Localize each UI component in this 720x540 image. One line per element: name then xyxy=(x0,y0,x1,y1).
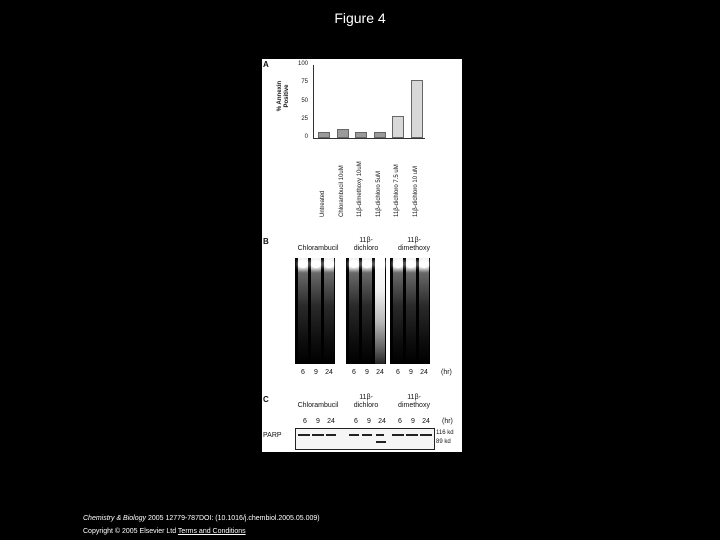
panel-b-lane-label: 6 xyxy=(352,369,356,376)
bar-1 xyxy=(337,129,349,138)
panel-a-ylabel-line2: Positive xyxy=(284,84,290,108)
figure-panel xyxy=(262,59,462,452)
blot-band xyxy=(376,441,386,443)
gel-well xyxy=(298,260,308,268)
panel-c-lane-label: 24 xyxy=(327,418,335,425)
panel-b-group-1 xyxy=(344,237,388,253)
panel-b-group-0 xyxy=(286,237,350,253)
panel-c-group-line2: dimethoxy xyxy=(398,402,430,409)
panel-b-group-2 xyxy=(392,237,436,253)
parp-label: PARP xyxy=(263,432,282,439)
panel-c-lane-label: 9 xyxy=(316,418,320,425)
bar-0 xyxy=(318,132,330,138)
panel-a-ylabel xyxy=(277,68,291,124)
panel-b-lane-label: 6 xyxy=(301,369,305,376)
panel-b-group-line1: 11β- xyxy=(407,237,421,244)
gel-well xyxy=(324,260,334,268)
panel-c-group-2 xyxy=(392,394,436,410)
x-tick-label: 11β-dichloro 7.5 uM xyxy=(394,164,400,217)
panel-a-ytick: 25 xyxy=(301,115,308,122)
gel-lane xyxy=(349,258,359,364)
blot-band xyxy=(312,434,324,436)
gel-0 xyxy=(295,258,335,364)
panel-c-lane-label: 24 xyxy=(422,418,430,425)
gel-lane xyxy=(298,258,308,364)
gel-well xyxy=(419,260,429,268)
mw-116: 116 kd xyxy=(436,430,454,436)
gel-well xyxy=(375,260,385,268)
copyright xyxy=(83,528,246,535)
mw-89: 89 kd xyxy=(436,439,451,445)
panel-c-label: C xyxy=(263,395,269,404)
page-title: Figure 4 xyxy=(334,10,386,26)
panel-c-group-line1 xyxy=(286,394,350,402)
panel-b-lane-label: 9 xyxy=(314,369,318,376)
panel-c-lane-label: 6 xyxy=(303,418,307,425)
blot-band xyxy=(376,434,384,436)
panel-c-group-line1: 11β- xyxy=(359,394,373,401)
panel-b-lane-label: 6 xyxy=(396,369,400,376)
panel-a-ylabel-line1: % Annexin xyxy=(277,80,283,112)
copyright-text: Copyright © 2005 Elsevier Ltd xyxy=(83,528,178,535)
panel-c-group-line1: 11β- xyxy=(407,394,421,401)
panel-a-ytick: 75 xyxy=(301,79,308,86)
x-tick-label: Chlorambucil 10uM xyxy=(338,165,345,217)
citation-journal: Chemistry & Biology xyxy=(83,515,147,522)
x-tick-label: 11β-dichloro 10 uM xyxy=(412,165,419,217)
gel-well xyxy=(362,260,372,268)
blot-band xyxy=(420,434,432,436)
gel-lane xyxy=(362,258,372,364)
panel-b-lane-label: 24 xyxy=(376,369,384,376)
blot-band xyxy=(392,434,404,436)
panel-a-y-axis xyxy=(313,65,314,138)
panel-c-group-1 xyxy=(344,394,388,410)
gel-lane xyxy=(311,258,321,364)
gel-well xyxy=(393,260,403,268)
gel-lane xyxy=(324,258,334,364)
panel-b-group-line2: dichloro xyxy=(353,245,379,252)
blot-band xyxy=(349,434,359,436)
panel-c-lane-label: 6 xyxy=(398,418,402,425)
gel-lane xyxy=(375,258,385,364)
x-tick-label: Untreated xyxy=(320,190,326,217)
panel-a-ytick: 50 xyxy=(301,97,308,104)
panel-a-ytick: 100 xyxy=(297,61,308,67)
gel-lane xyxy=(393,258,403,364)
bar-5 xyxy=(411,80,423,138)
panel-b-lane-label: 24 xyxy=(420,369,428,376)
citation xyxy=(83,515,320,522)
panel-c-group-line2: dichloro xyxy=(353,402,379,409)
gel-well xyxy=(311,260,321,268)
gel-well xyxy=(406,260,416,268)
panel-b-label: B xyxy=(263,237,269,246)
x-tick-label: 11β-dichloro 5uM xyxy=(375,170,382,217)
terms-link[interactable]: Terms and Conditions xyxy=(177,528,246,535)
panel-b-lane-label: 24 xyxy=(325,369,333,376)
panel-b-group-line1 xyxy=(286,237,350,245)
panel-a-x-axis xyxy=(313,138,425,139)
panel-c-unit: (hr) xyxy=(442,418,453,425)
panel-c-group-line2: Chlorambucil xyxy=(297,402,339,409)
panel-b-group-line2: Chlorambucil xyxy=(297,245,339,252)
panel-b-unit: (hr) xyxy=(441,369,452,376)
bar-3 xyxy=(374,132,386,138)
panel-b-group-line1: 11β- xyxy=(359,237,373,244)
gel-2 xyxy=(390,258,430,364)
panel-a-ytick: 0 xyxy=(304,134,308,140)
panel-a-label: A xyxy=(263,60,269,69)
blot-band xyxy=(362,434,372,436)
panel-c-lane-label: 24 xyxy=(378,418,386,425)
panel-c-group-0 xyxy=(286,394,350,410)
gel-1 xyxy=(346,258,386,364)
panel-b-lane-label: 9 xyxy=(365,369,369,376)
panel-c-lane-label: 9 xyxy=(367,418,371,425)
x-tick-label: 11β-dimethoxy 10uM xyxy=(357,161,363,217)
bar-2 xyxy=(355,132,367,138)
panel-c-lane-label: 6 xyxy=(354,418,358,425)
gel-well xyxy=(349,260,359,268)
panel-b-lane-label: 9 xyxy=(409,369,413,376)
citation-rest: 2005 12779-787DOI: (10.1016/j.chembiol.2005.05.009) xyxy=(146,515,320,522)
gel-lane xyxy=(406,258,416,364)
panel-b-group-line2: dimethoxy xyxy=(398,245,430,252)
blot-band xyxy=(298,434,310,436)
panel-c-lane-label: 9 xyxy=(411,418,415,425)
blot-band xyxy=(326,434,336,436)
parp-blot xyxy=(295,428,435,450)
gel-lane xyxy=(419,258,429,364)
blot-band xyxy=(406,434,418,436)
bar-4 xyxy=(392,116,404,138)
